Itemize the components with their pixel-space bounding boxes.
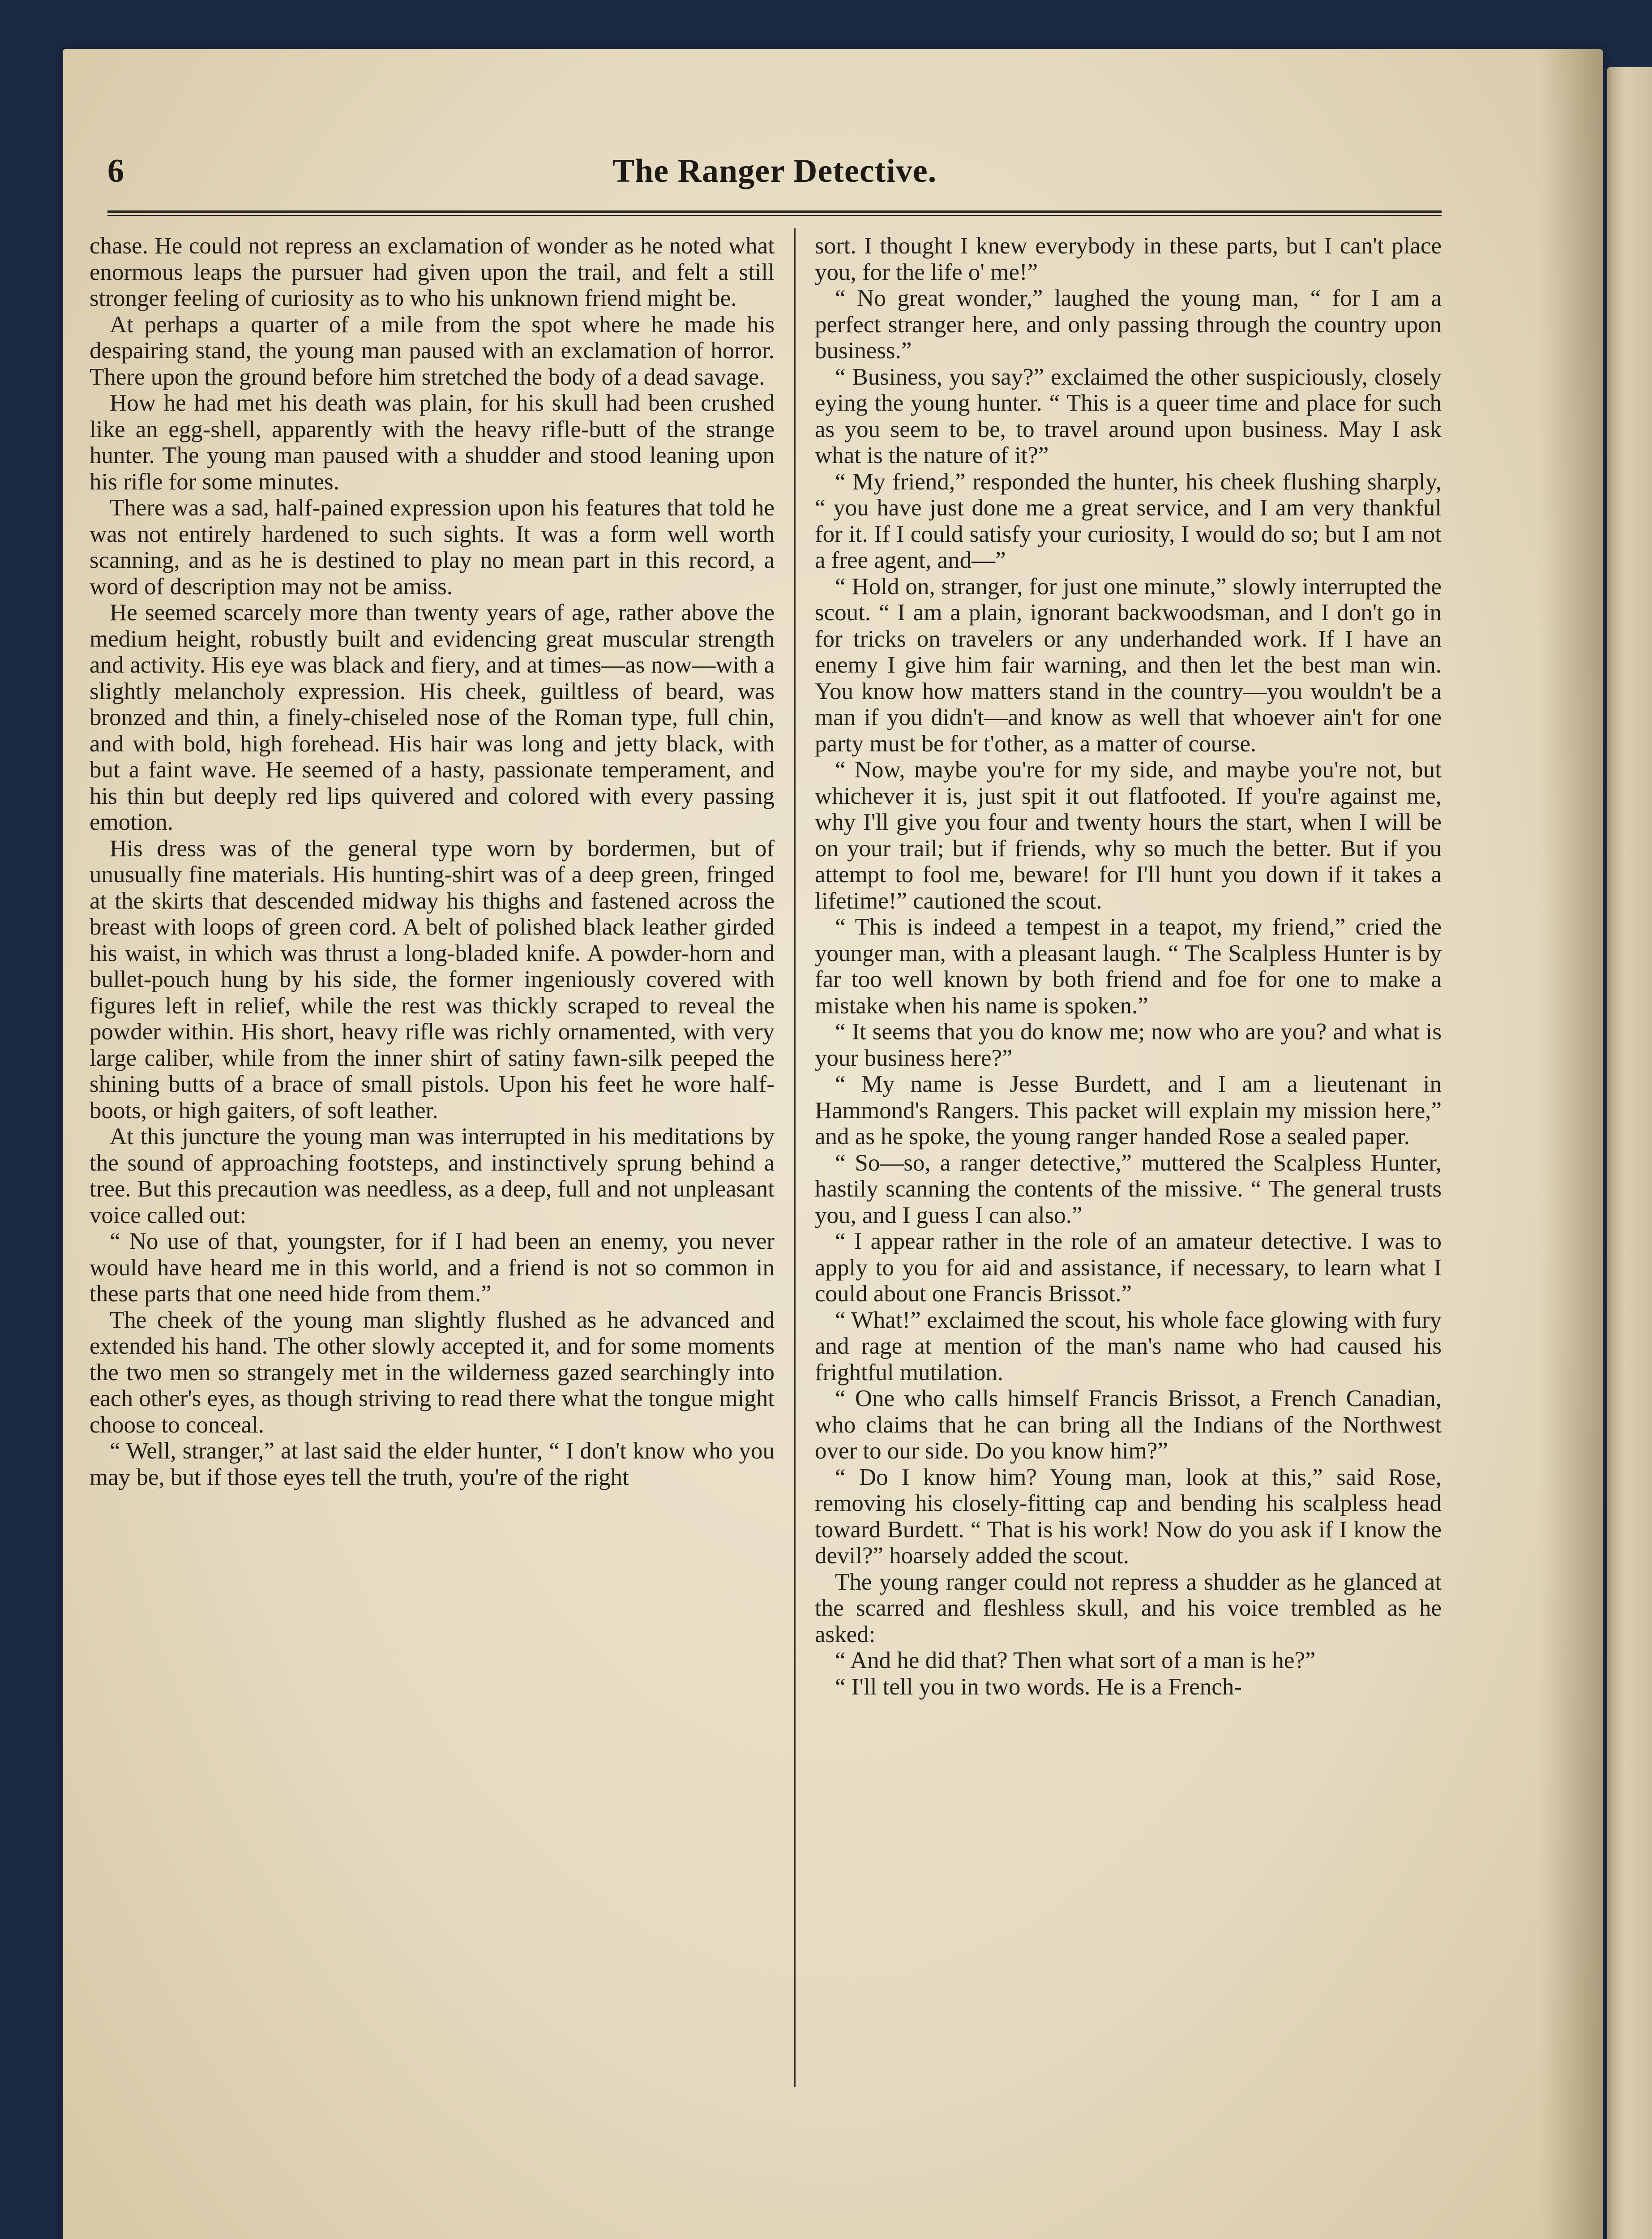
paragraph: “ Business, you say?” exclaimed the other suspiciously, closely eying the young hunter. “ This is a queer time and place for such as you seem to be, to travel around upon business. May I ask what is the nature of it?” [815,364,1442,468]
spine-shadow [1540,49,1603,2239]
next-page-edge [1607,67,1652,2239]
paragraph: “ My friend,” responded the hunter, his cheek flushing sharply, “ you have just done me a great service, and I am very thankful for it. If I could satisfy your curiosity, I would do so; but I am not a free agent, and—” [815,468,1442,573]
left-column [90,233,775,2082]
paragraph: The cheek of the young man slightly flushed as he advanced and extended his hand. The other slowly accepted it, and for some moments the two men so strangely met in the wilderness gazed searchingly into each other's eyes, as though striving to read there what the tongue might choose to conceal. [90,1307,775,1438]
paragraph: There was a sad, half-pained expression upon his features that told he was not entirely hardened to such sights. It was a form well worth scanning, and as he is destined to play no mean part in this record, a word of description may not be amiss. [90,495,775,600]
paragraph: How he had met his death was plain, for his skull had been crushed like an egg-shell, apparently with the heavy rifle-butt of the strange hunter. The young man paused with a shudder and stood leaning upon his rifle for some minutes. [90,390,775,495]
paragraph: “ What!” exclaimed the scout, his whole face glowing with fury and rage at mention of the man's name who had caused his frightful mutilation. [815,1307,1442,1385]
paragraph: The young ranger could not repress a shudder as he glanced at the scarred and fleshless skull, and his voice trembled as he asked: [815,1569,1442,1647]
paragraph: “ This is indeed a tempest in a teapot, my friend,” cried the younger man, with a pleasant laugh. “ The Scalpless Hunter is by far too well known by both friend and foe for one to make a mistake when his name is spoken.” [815,914,1442,1019]
page-header [107,152,1442,202]
paragraph: “ So—so, a ranger detective,” muttered the Scalpless Hunter, hastily scanning the contents of the missive. “ The general trusts you, and I guess I can also.” [815,1150,1442,1228]
paragraph: At perhaps a quarter of a mile from the spot where he made his despairing stand, the young man paused with an exclamation of horror. There upon the ground before him stretched the body of a dead savage. [90,311,775,390]
paragraph: “ It seems that you do know me; now who are you? and what is your business here?” [815,1019,1442,1071]
paragraph: “ I appear rather in the role of an amateur detective. I was to apply to you for aid and assistance, if necessary, to learn what I could about one Francis Brissot.” [815,1228,1442,1307]
page-number: 6 [107,153,124,189]
paragraph: “ Do I know him? Young man, look at this,” said Rose, removing his closely-fitting cap and bending his scalpless head toward Burdett. “ That is his work! Now do you ask if I know the devil?” hoarsely added the scout. [815,1464,1442,1569]
paragraph: “ One who calls himself Francis Brissot, a French Canadian, who claims that he can bring all the Indians of the Northwest over to our side. Do you know him?” [815,1385,1442,1464]
running-title: The Ranger Detective. [612,153,937,189]
column-divider [794,228,796,2087]
paragraph: “ My name is Jesse Burdett, and I am a lieutenant in Hammond's Rangers. This packet will explain my mission here,” and as he spoke, the young ranger handed Rose a sealed paper. [815,1071,1442,1150]
right-column [815,233,1442,2082]
paragraph: He seemed scarcely more than twenty years of age, rather above the medium height, robustly built and evidencing great muscular strength and activity. His eye was black and fiery, and at times—as now—with a slightly melancholy expression. His cheek, guiltless of beard, was bronzed and thin, a finely-chiseled nose of the Roman type, full chin, and with bold, high forehead. His hair was long and jetty black, with but a faint wave. He seemed of a hasty, passionate temperament, and his thin but deeply red lips quivered and colored with every passing emotion. [90,600,775,835]
paragraph: “ Hold on, stranger, for just one minute,” slowly interrupted the scout. “ I am a plain, ignorant backwoodsman, and I don't go in for tricks on travelers or any underhanded work. If I have an enemy I give him fair warning, and then let the best man win. You know how matters stand in the country—you wouldn't be a man if you didn't—and know as well that whoever ain't for one party must be for t'other, as a matter of course. [815,573,1442,757]
paragraph: At this juncture the young man was interrupted in his meditations by the sound of approaching footsteps, and instinctively sprung behind a tree. But this precaution was needless, as a deep, full and not unpleasant voice called out: [90,1124,775,1228]
paragraph: “ No great wonder,” laughed the young man, “ for I am a perfect stranger here, and only passing through the country upon business.” [815,285,1442,364]
paragraph: “ Now, maybe you're for my side, and maybe you're not, but whichever it is, just spit it out flatfooted. If you're against me, why I'll give you four and twenty hours the start, when I will be on your trail; but if friends, why so much the better. But if you attempt to fool me, beware! for I'll hunt you down if it takes a lifetime!” cautioned the scout. [815,757,1442,914]
paragraph: “ And he did that? Then what sort of a man is he?” [835,1647,1316,1673]
paragraph: “ Well, stranger,” at last said the elder hunter, “ I don't know who you may be, but if those eyes tell the truth, you're of the right [90,1438,775,1490]
paragraph: “ I'll tell you in two words. He is a French- [835,1673,1242,1700]
paragraph: chase. He could not repress an exclamation of wonder as he noted what enormous leaps the pursuer had given upon the trail, and felt a still stronger feeling of curiosity as to who his unknown friend might be. [90,233,775,311]
header-rule [107,210,1442,216]
paragraph: His dress was of the general type worn by bordermen, but of unusually fine materials. His hunting-shirt was of a deep green, fringed at the skirts that descended midway his thighs and fastened across the breast with loops of green cord. A belt of polished black leather girded his waist, in which was thrust a long-bladed knife. A powder-horn and bullet-pouch hung by his side, the former ingeniously covered with figures left in relief, while the rest was thickly scraped to reveal the powder within. His short, heavy rifle was richly ornamented, with very large caliber, while from the inner shirt of satiny fawn-silk peeped the shining butts of a brace of small pistols. Upon his feet he wore half-boots, or high gaiters, of soft leather. [90,835,775,1124]
paragraph: “ No use of that, youngster, for if I had been an enemy, you never would have heard me in this world, and a friend is not so common in these parts that one need hide from them.” [90,1228,775,1307]
paragraph: sort. I thought I knew everybody in these parts, but I can't place you, for the life o' me!” [815,233,1442,285]
